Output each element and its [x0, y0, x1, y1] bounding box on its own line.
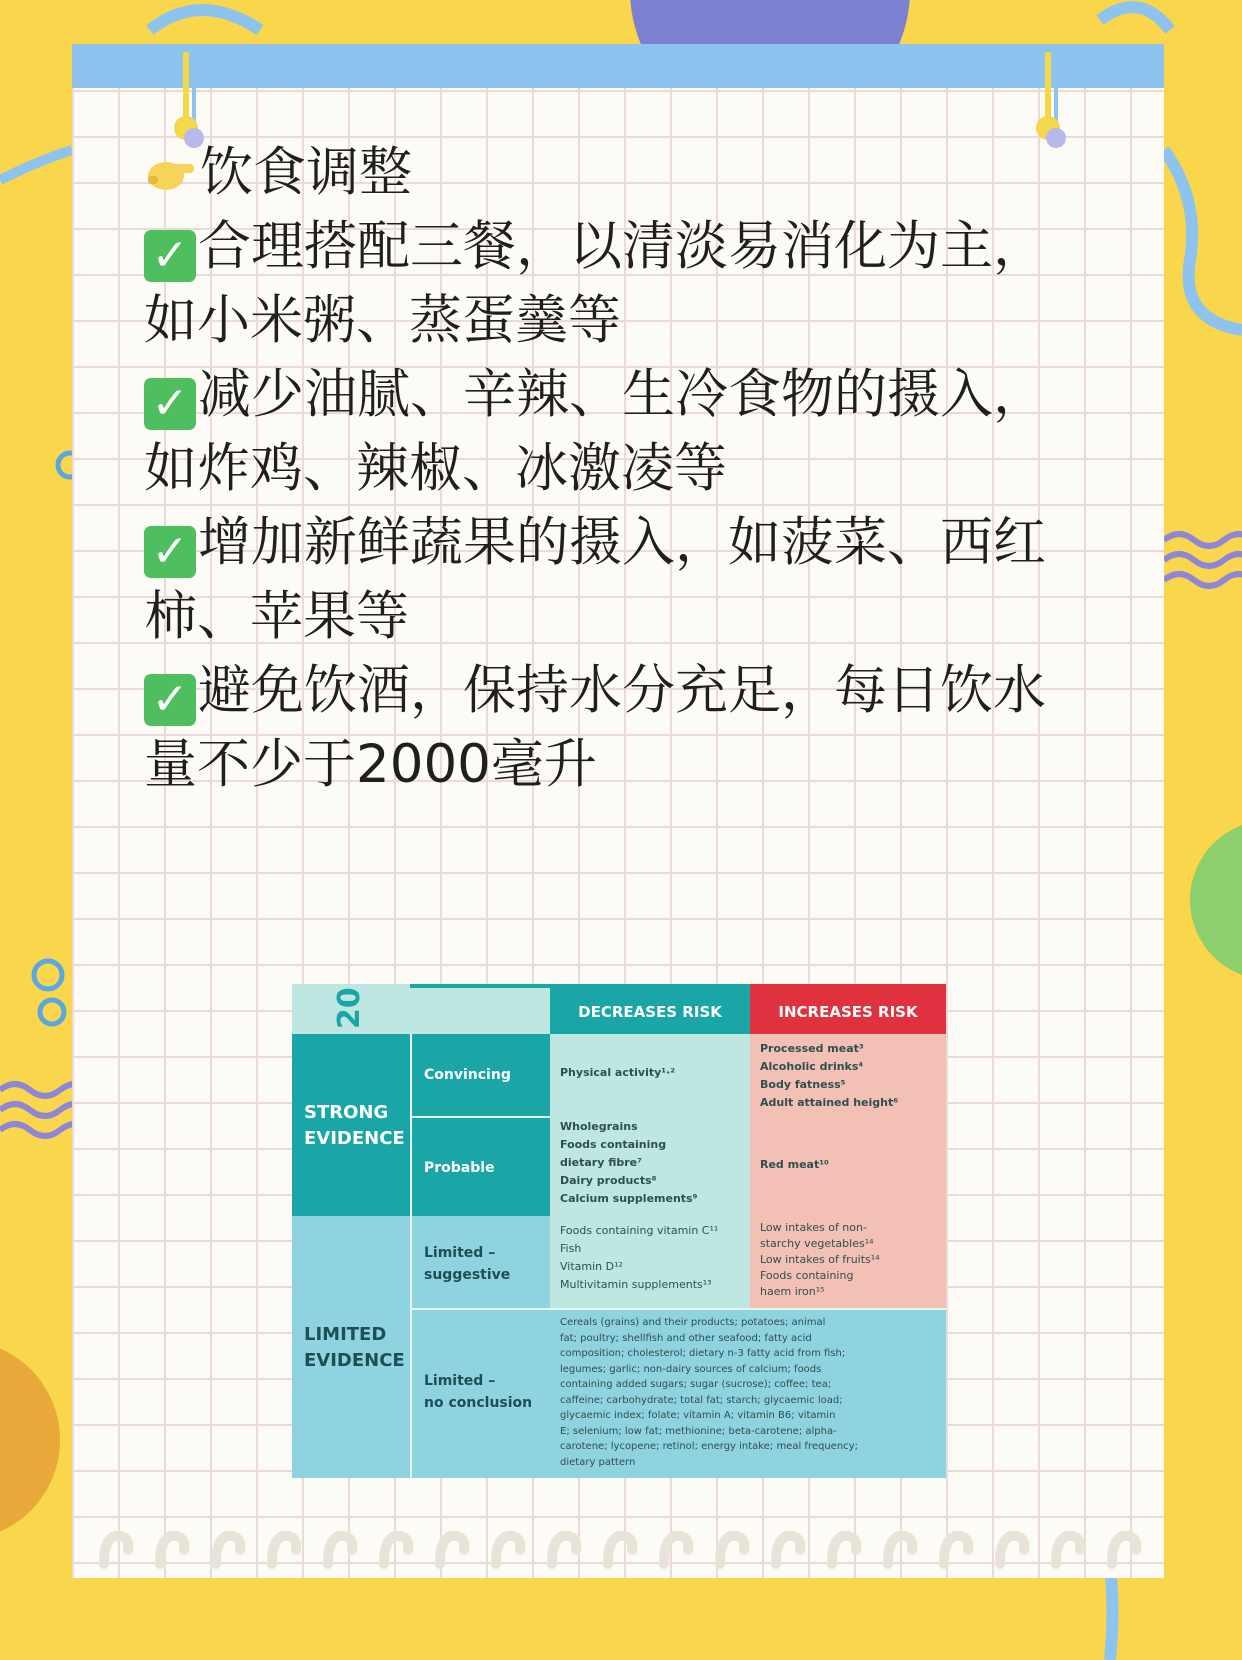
spiral-ring-icon	[160, 1536, 184, 1564]
list-item-continued: 柿、苹果等	[144, 586, 409, 647]
list-item: ✓ 避免饮酒，保持水分充足，每日饮水	[144, 654, 1144, 728]
spiral-ring-icon	[552, 1536, 576, 1564]
table-corner: 20	[292, 984, 410, 1034]
probable-decreases: Wholegrains Foods containing dietary fibre⁷ Dairy products⁸ Calcium supplements⁹	[550, 1116, 750, 1216]
spiral-ring-icon	[832, 1536, 856, 1564]
limited-evidence-label: LIMITED EVIDENCE	[292, 1216, 410, 1478]
list-item-continued: 如小米粥、蒸蛋羹等	[144, 290, 621, 351]
spiral-ring-icon	[272, 1536, 296, 1564]
spiral-ring-icon	[776, 1536, 800, 1564]
probable-increases: Red meat¹⁰	[750, 1116, 946, 1216]
limited-no-conclusion-text: Cereals (grains) and their products; potatoes; animal fat; poultry; shellfish and other seafood; fatty acid composition; cholesterol; dietary n-3 fatty acid from fish; legumes; garlic; non-dairy sources of calcium; foods containing added sugars; sugar (sucrose); coffee; tea; caffeine; carbohydrate; total fat; starch; glycaemic load; glycaemic index; folate; vitamin A; vitamin B6; vitamin E; selenium; low fat; methionine; beta-carotene; alpha- carotene; lycopene; retinol; energy intake; meal frequency; dietary pattern	[550, 1308, 946, 1478]
spiral-ring-icon	[384, 1536, 408, 1564]
col-increases-risk: INCREASES RISK	[750, 984, 946, 1034]
check-mark-icon: ✓	[144, 526, 196, 578]
spiral-ring-icon	[1112, 1536, 1136, 1564]
col-decreases-risk: DECREASES RISK	[550, 984, 750, 1034]
spiral-ring-icon	[496, 1536, 520, 1564]
spiral-ring-icon	[104, 1536, 128, 1564]
check-mark-icon: ✓	[144, 674, 196, 726]
spiral-ring-icon	[1000, 1536, 1024, 1564]
strong-evidence-label: STRONG EVIDENCE	[292, 1034, 410, 1216]
list-item: ✓ 合理搭配三餐，以清淡易消化为主，	[144, 210, 1144, 284]
spiral-ring-icon	[328, 1536, 352, 1564]
limited-suggestive-decreases: Foods containing vitamin C¹¹ Fish Vitamin D¹² Multivitamin supplements¹³	[550, 1216, 750, 1308]
spiral-ring-icon	[664, 1536, 688, 1564]
probable-label: Probable	[410, 1116, 550, 1216]
heading-text: 饮食调整	[200, 142, 412, 203]
limited-no-conclusion-label: Limited – no conclusion	[410, 1308, 550, 1478]
check-mark-icon: ✓	[144, 230, 196, 282]
check-mark-icon: ✓	[144, 378, 196, 430]
convincing-decreases: Physical activity¹·²	[550, 1034, 750, 1116]
convincing-label: Convincing	[410, 1034, 550, 1116]
spiral-ring-icon	[944, 1536, 968, 1564]
limited-suggestive-label: Limited – suggestive	[410, 1216, 550, 1308]
heading-line	[144, 136, 1144, 210]
limited-suggestive-increases: Low intakes of non- starchy vegetables¹⁴ Low intakes of fruits¹⁴ Foods containing haem iron¹⁵	[750, 1216, 946, 1308]
diet-advice-text	[144, 136, 1144, 802]
table-header-blank	[410, 984, 550, 1034]
spiral-ring-icon	[1056, 1536, 1080, 1564]
evidence-table-image	[292, 984, 946, 1478]
spiral-ring-icon	[440, 1536, 464, 1564]
spiral-ring-icon	[216, 1536, 240, 1564]
list-item: ✓ 增加新鲜蔬果的摄入，如菠菜、西红	[144, 506, 1144, 580]
pointing-hand-icon	[144, 146, 196, 198]
convincing-increases: Processed meat³ Alcoholic drinks⁴ Body fatness⁵ Adult attained height⁶	[750, 1034, 946, 1116]
spiral-ring-icon	[720, 1536, 744, 1564]
spiral-binding-decoration	[72, 1524, 1164, 1584]
note-paper	[72, 44, 1164, 1578]
note-top-bar	[72, 44, 1164, 88]
list-item: ✓ 减少油腻、辛辣、生冷食物的摄入，	[144, 358, 1144, 432]
list-item-continued: 如炸鸡、辣椒、冰激凌等	[144, 438, 727, 499]
list-item-continued: 量不少于2000毫升	[144, 734, 597, 795]
spiral-ring-icon	[608, 1536, 632, 1564]
spiral-ring-icon	[888, 1536, 912, 1564]
